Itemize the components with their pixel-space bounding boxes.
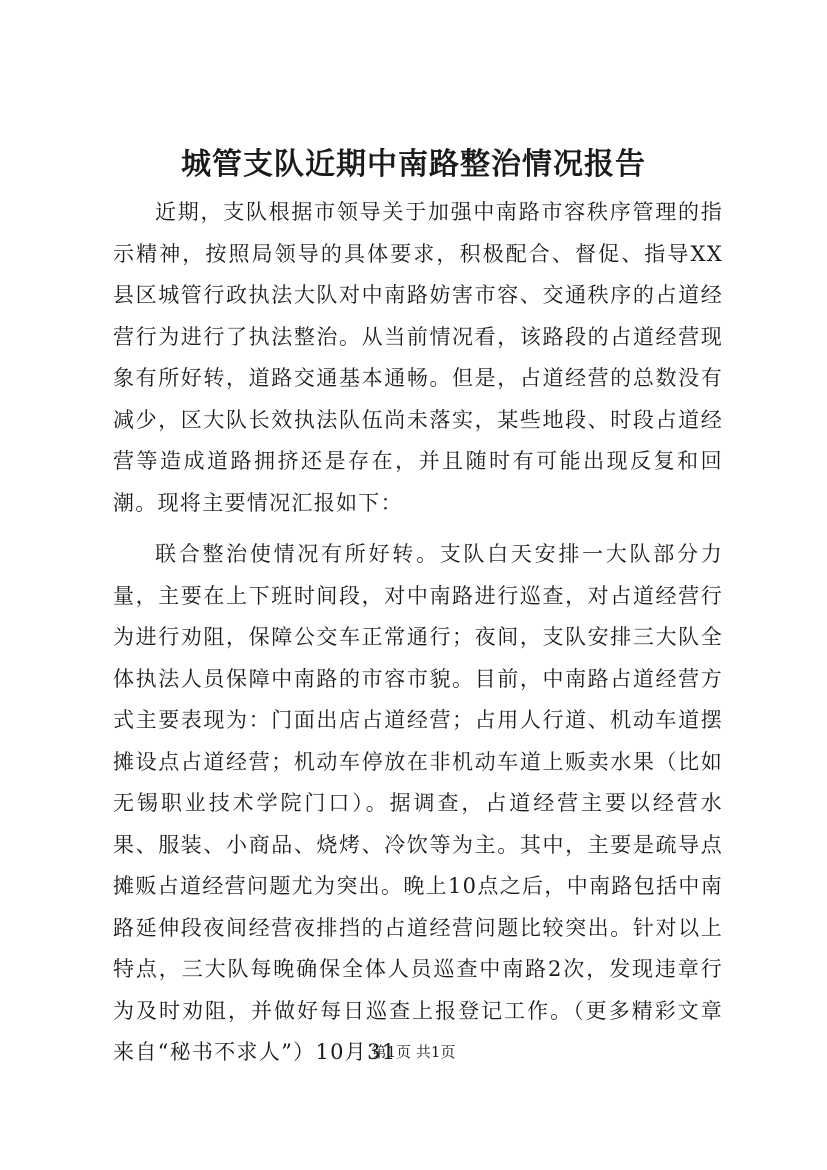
document-body bbox=[113, 192, 723, 1074]
document-title: 城管支队近期中南路整治情况报告 bbox=[181, 147, 646, 182]
paragraph-joint-rectification: 联合整治使情况有所好转。支队白天安排一大队部分力量，主要在上下班时间段，对中南路进行巡查，对占道经营行为进行劝阻，保障公交车正常通行；夜间，支队安排三大队全体执法人员保障中南路的市容市貌。目前，中南路占道经营方式主要表现为：门面出店占道经营；占用人行道、机动车道摆摊设点占道经营；机动车停放在非机动车道上贩卖水果（比如无锡职业技术学院门口）。据调查，占道经营主要以经营水果、服装、小商品、烧烤、冷饮等为主。其中，主要是疏导点摊贩占道经营问题尤为突出。晚上10点之后，中南路包括中南路延伸段夜间经营夜排挡的占道经营问题比较突出。针对以上特点，三大队每晚确保全体人员巡查中南路2次，发现违章行为及时劝阻，并做好每日巡查上报登记工作。（更多精彩文章来自“秘书不求人”）10月31 bbox=[113, 542, 723, 1064]
paragraph-intro: 近期，支队根据市领导关于加强中南路市容秩序管理的指示精神，按照局领导的具体要求，积极配合、督促、指导XX县区城管行政执法大队对中南路妨害市容、交通秩序的占道经营行为进行了执法整治。从当前情况看，该路段的占道经营现象有所好转，道路交通基本通畅。但是，占道经营的总数没有减少，区大队长效执法队伍尚未落实，某些地段、时段占道经营等造成道路拥挤还是存在，并且随时有可能出现反复和回潮。现将主要情况汇报如下： bbox=[113, 200, 723, 515]
page-number-footer: 第1页 共1页 bbox=[371, 1043, 456, 1061]
